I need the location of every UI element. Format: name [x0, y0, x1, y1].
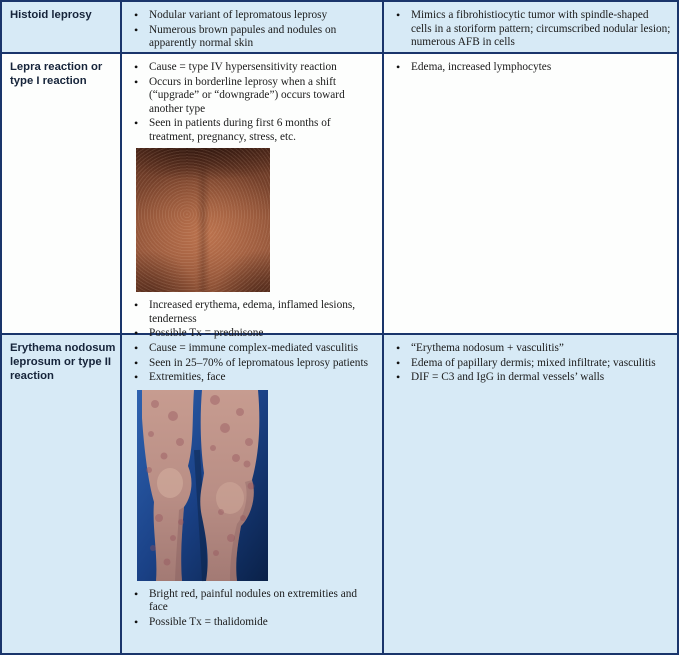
bullet-item: • Edema, increased lymphocytes: [392, 61, 671, 75]
row-title: Histoid leprosy: [2, 2, 122, 52]
pathology-cell: [384, 335, 677, 653]
pathology-cell: [384, 54, 677, 333]
bullet-item: • “Erythema nodosum + vasculitis”: [392, 342, 671, 356]
bullet-item: • Possible Tx = prednisone: [130, 327, 374, 341]
clinical-features-cell: [122, 335, 384, 653]
bullet-item: • Seen in patients during first 6 months of treatment, pregnancy, stress, etc.: [130, 117, 374, 144]
bullet-item: • Possible Tx = thalidomide: [130, 616, 374, 630]
pathology-cell: [384, 2, 677, 52]
bullet-item: • Bright red, painful nodules on extremities and face: [130, 588, 374, 615]
bullet-item: • Increased erythema, edema, inflamed lesions, tenderness: [130, 299, 374, 326]
table-row-lepra-type-1-reaction: [2, 54, 677, 340]
table-row-enl-type-2-reaction: [2, 335, 677, 653]
row-title: Lepra reaction or type I reaction: [2, 54, 122, 333]
clinical-features-cell: [122, 2, 384, 52]
bullet-item: • DIF = C3 and IgG in dermal vessels’ walls: [392, 371, 671, 385]
bullet-item: • Nodular variant of lepromatous leprosy: [130, 9, 374, 23]
row-title: Erythema nodosum leprosum or type II reaction: [2, 335, 122, 653]
bullet-item: • Occurs in borderline leprosy when a shift (“upgrade” or “downgrade”) occurs toward another type: [130, 76, 374, 117]
clinical-photo-legs-red-nodules: [137, 390, 268, 581]
clinical-photo-upper-back-erythema: [136, 148, 270, 292]
bullet-item: • Seen in 25–70% of lepromatous leprosy patients: [130, 357, 374, 371]
bullet-item: • Cause = immune complex-mediated vasculitis: [130, 342, 374, 356]
bullet-item: • Cause = type IV hypersensitivity reaction: [130, 61, 374, 75]
bullet-item: • Mimics a fibrohistiocytic tumor with spindle-shaped cells in a storiform pattern; circumscribed nodular lesion; numerous AFB in cells: [392, 9, 671, 50]
bullet-item: • Edema of papillary dermis; mixed infiltrate; vasculitis: [392, 357, 671, 371]
table-row-histoid-leprosy: [2, 2, 677, 54]
bullet-item: • Numerous brown papules and nodules on apparently normal skin: [130, 24, 374, 51]
clinical-features-cell: [122, 54, 384, 340]
bullet-item: • Extremities, face: [130, 371, 374, 385]
